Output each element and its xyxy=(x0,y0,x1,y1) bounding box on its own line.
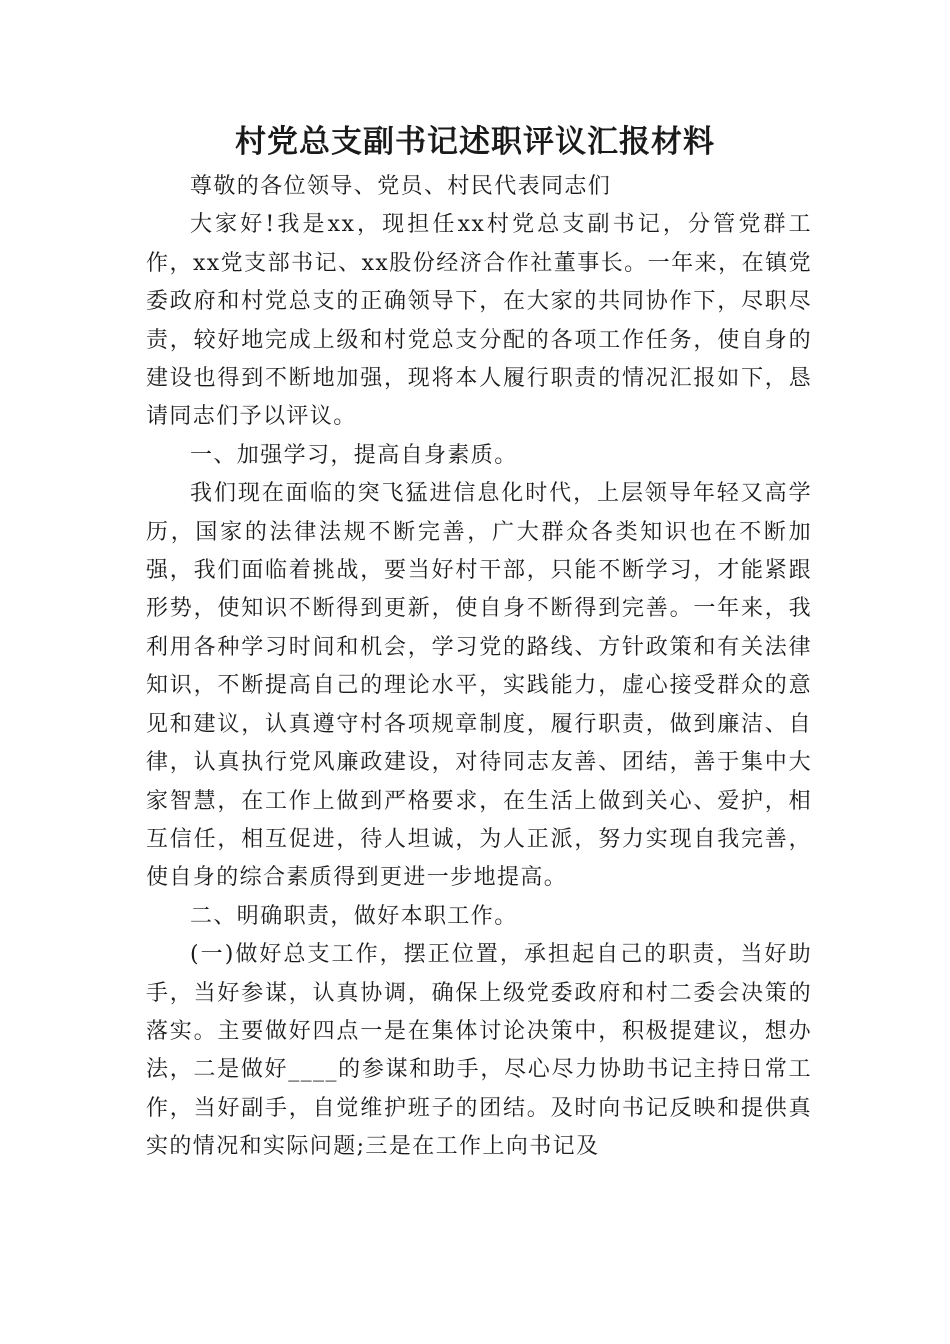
document-body xyxy=(146,168,812,1167)
document-title: 村党总支副书记述职评议汇报材料 xyxy=(235,124,715,160)
section-1-paragraph: 我们现在面临的突飞猛进信息化时代，上层领导年轻又高学历，国家的法律法规不断完善，广大群众各类知识也在不断加强，我们面临着挑战，要当好村干部，只能不断学习，才能紧跟形势，使知识不断得到更新，使自身不断得到完善。一年来，我利用各种学习时间和机会，学习党的路线、方针政策和有关法律知识，不断提高自己的理论水平，实践能力，虚心接受群众的意见和建议，认真遵守村各项规章制度，履行职责，做到廉洁、自律，认真执行党风廉政建设，对待同志友善、团结，善于集中大家智慧，在工作上做到严格要求，在生活上做到关心、爱护，相互信任，相互促进，待人坦诚，为人正派，努力实现自我完善，使自身的综合素质得到更进一步地提高。 xyxy=(146,481,812,891)
section-2-paragraph: (一)做好总支工作，摆正位置，承担起自己的职责，当好助手，当好参谋，认真协调，确保上级党委政府和村二委会决策的落实。主要做好四点一是在集体讨论决策中，积极提建议，想办法，二是做好____的参谋和助手，尽心尽力协助书记主持日常工作，当好副手，自觉维护班子的团结。及时向书记反映和提供真实的情况和实际问题;三是在工作上向书记及 xyxy=(146,942,812,1160)
salutation-paragraph: 尊敬的各位领导、党员、村民代表同志们 xyxy=(190,174,612,199)
intro-paragraph: 大家好!我是xx，现担任xx村党总支副书记，分管党群工作，xx党支部书记、xx股份经济合作社董事长。一年来，在镇党委政府和村党总支的正确领导下，在大家的共同协作下，尽职尽责，较好地完成上级和村党总支分配的各项工作任务，使自身的建设也得到不断地加强，现将本人履行职责的情况汇报如下，恳请同志们予以评议。 xyxy=(146,212,812,430)
section-heading-2: 二、明确职责，做好本职工作。 xyxy=(190,903,518,929)
section-heading-1: 一、加强学习，提高自身素质。 xyxy=(190,442,518,468)
